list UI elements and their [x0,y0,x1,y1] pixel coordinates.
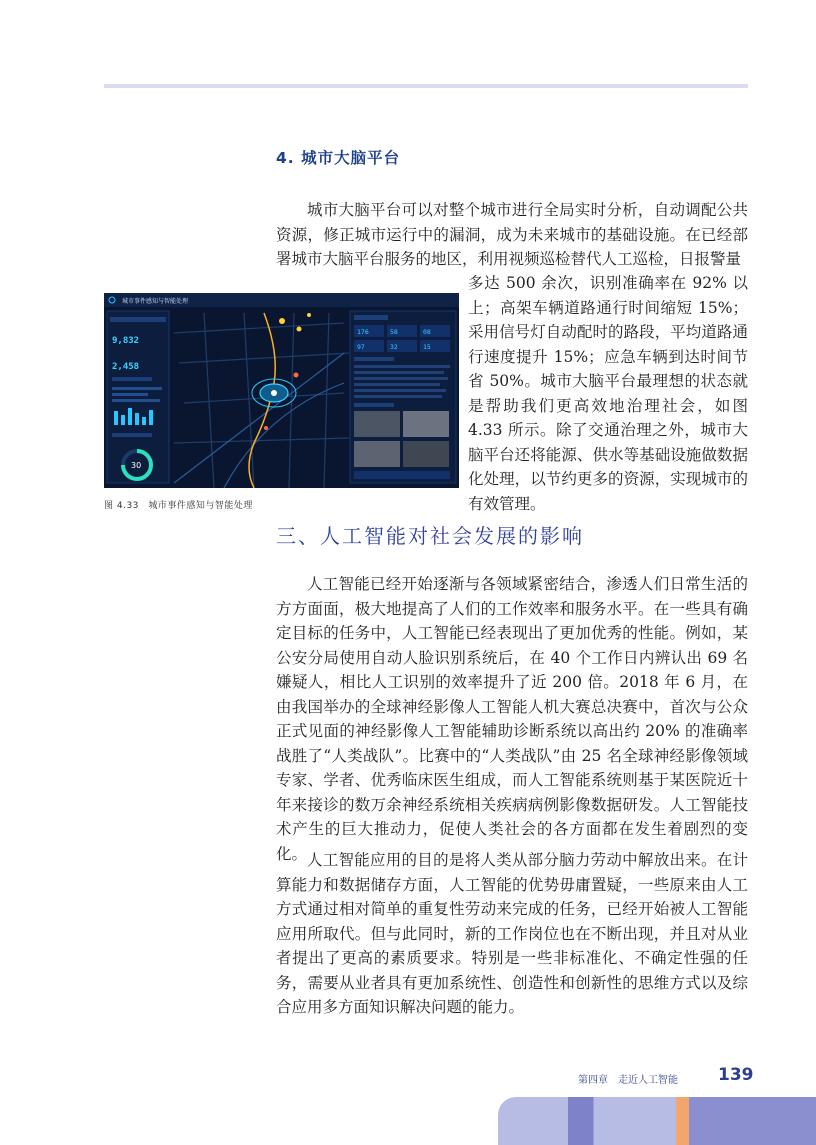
left-value-1: 9,832 [112,336,140,346]
paragraph-2: 人工智能已经开始逐渐与各领域紧密结合，渗透人们日常生活的方方面面，极大地提高了人们的工作效率和服务水平。在一些具有确定目标的任务中，人工智能已经表现出了更加优秀的性能。例如，某公安分局使用自动人脸识别系统后，在 40 个工作日内辨认出 69 名嫌疑人，相比人工识别的效率提升了近 200 倍。2018 年 6 月，在由我国举办的全球神经影像人工智能人机大赛总决赛中，首次与公众正式见面的神经影像人工智能辅助诊断系统以高出约 20% 的准确率战胜了“人类战队”。比赛中的“人类战队”由 25 名全球神经影像领域专家、学者、优秀临床医生组成，而人工智能系统则基于某医院近十年来接诊的数万余神经系统相关疾病病例影像数据研发。人工智能技术产生的巨大推动力，促使人类社会的各方面都在发生着剧烈的变化。 [276,575,748,863]
event-dot-5 [264,426,268,430]
stat-value-2: 58 [390,328,398,336]
section-title: 三、人工智能对社会发展的影响 [276,524,584,548]
stat-value-5: 32 [390,343,398,351]
event-dot-4 [294,373,299,378]
stat-value-3: 08 [423,328,431,336]
gauge-value: 30 [131,461,142,470]
paragraph-1-part-a: 城市大脑平台可以对整个城市进行全局实时分析，自动调配公共资源，修正城市运行中的漏洞，成为未来城市的基础设施。在已经部署城市大脑平台服务的地区，利用视频巡检替代人工巡检，日报警量 [276,201,748,268]
paragraph-1-part-b: 多达 500 余次，识别准确率在 92% 以上；高架车辆道路通行时间缩短 15%；采用信号灯自动配时的路段，平均道路通行速度提升 15%；应急车辆到达时间节省 50%。城市大脑平台最理想的状态就是帮助我们更高效地治理社会，如图 4.33 所示。除了交通治理之外，城市大脑平台还将能源、供水等基础设施做数据化处理，以节约更多的资源，实现城市的有效管理。 [468,274,748,513]
dashboard-illustration [104,293,459,488]
subsection-heading: 4. 城市大脑平台 [276,149,401,167]
stat-value-6: 15 [423,343,431,351]
event-dot-3 [307,313,311,317]
paragraph-3: 人工智能应用的目的是将人类从部分脑力劳动中解放出来。在计算能力和数据储存方面，人工智能的优势毋庸置疑，一些原来由人工方式通过相对简单的重复性劳动来完成的任务，已经开始被人工智能应用所取代。但与此同时，新的工作岗位也在不断出现，并且对从业者提出了更高的素质要求。特别是一些非标准化、不确定性强的任务，需要从业者具有更加系统性、创造性和创新性的思维方式以及综合应用多方面知识解决问题的能力。 [276,851,748,1016]
event-dot-1 [279,318,285,324]
footer-chapter-label: 第四章 走近人工智能 [578,1075,678,1086]
top-rule [104,84,748,88]
decorative-corner-band [498,1097,816,1145]
stat-value-4: 97 [357,343,365,351]
city-dashboard-figure [104,293,459,488]
event-dot-2 [297,327,302,332]
left-value-2: 2,458 [112,362,140,372]
stat-value-1: 176 [357,328,369,336]
alert-center [271,390,277,396]
page-number: 139 [718,1065,754,1085]
figure-caption: 图 4.33 城市事件感知与智能处理 [104,501,253,511]
panel-title: 城市事件感知与智能处理 [122,298,189,305]
